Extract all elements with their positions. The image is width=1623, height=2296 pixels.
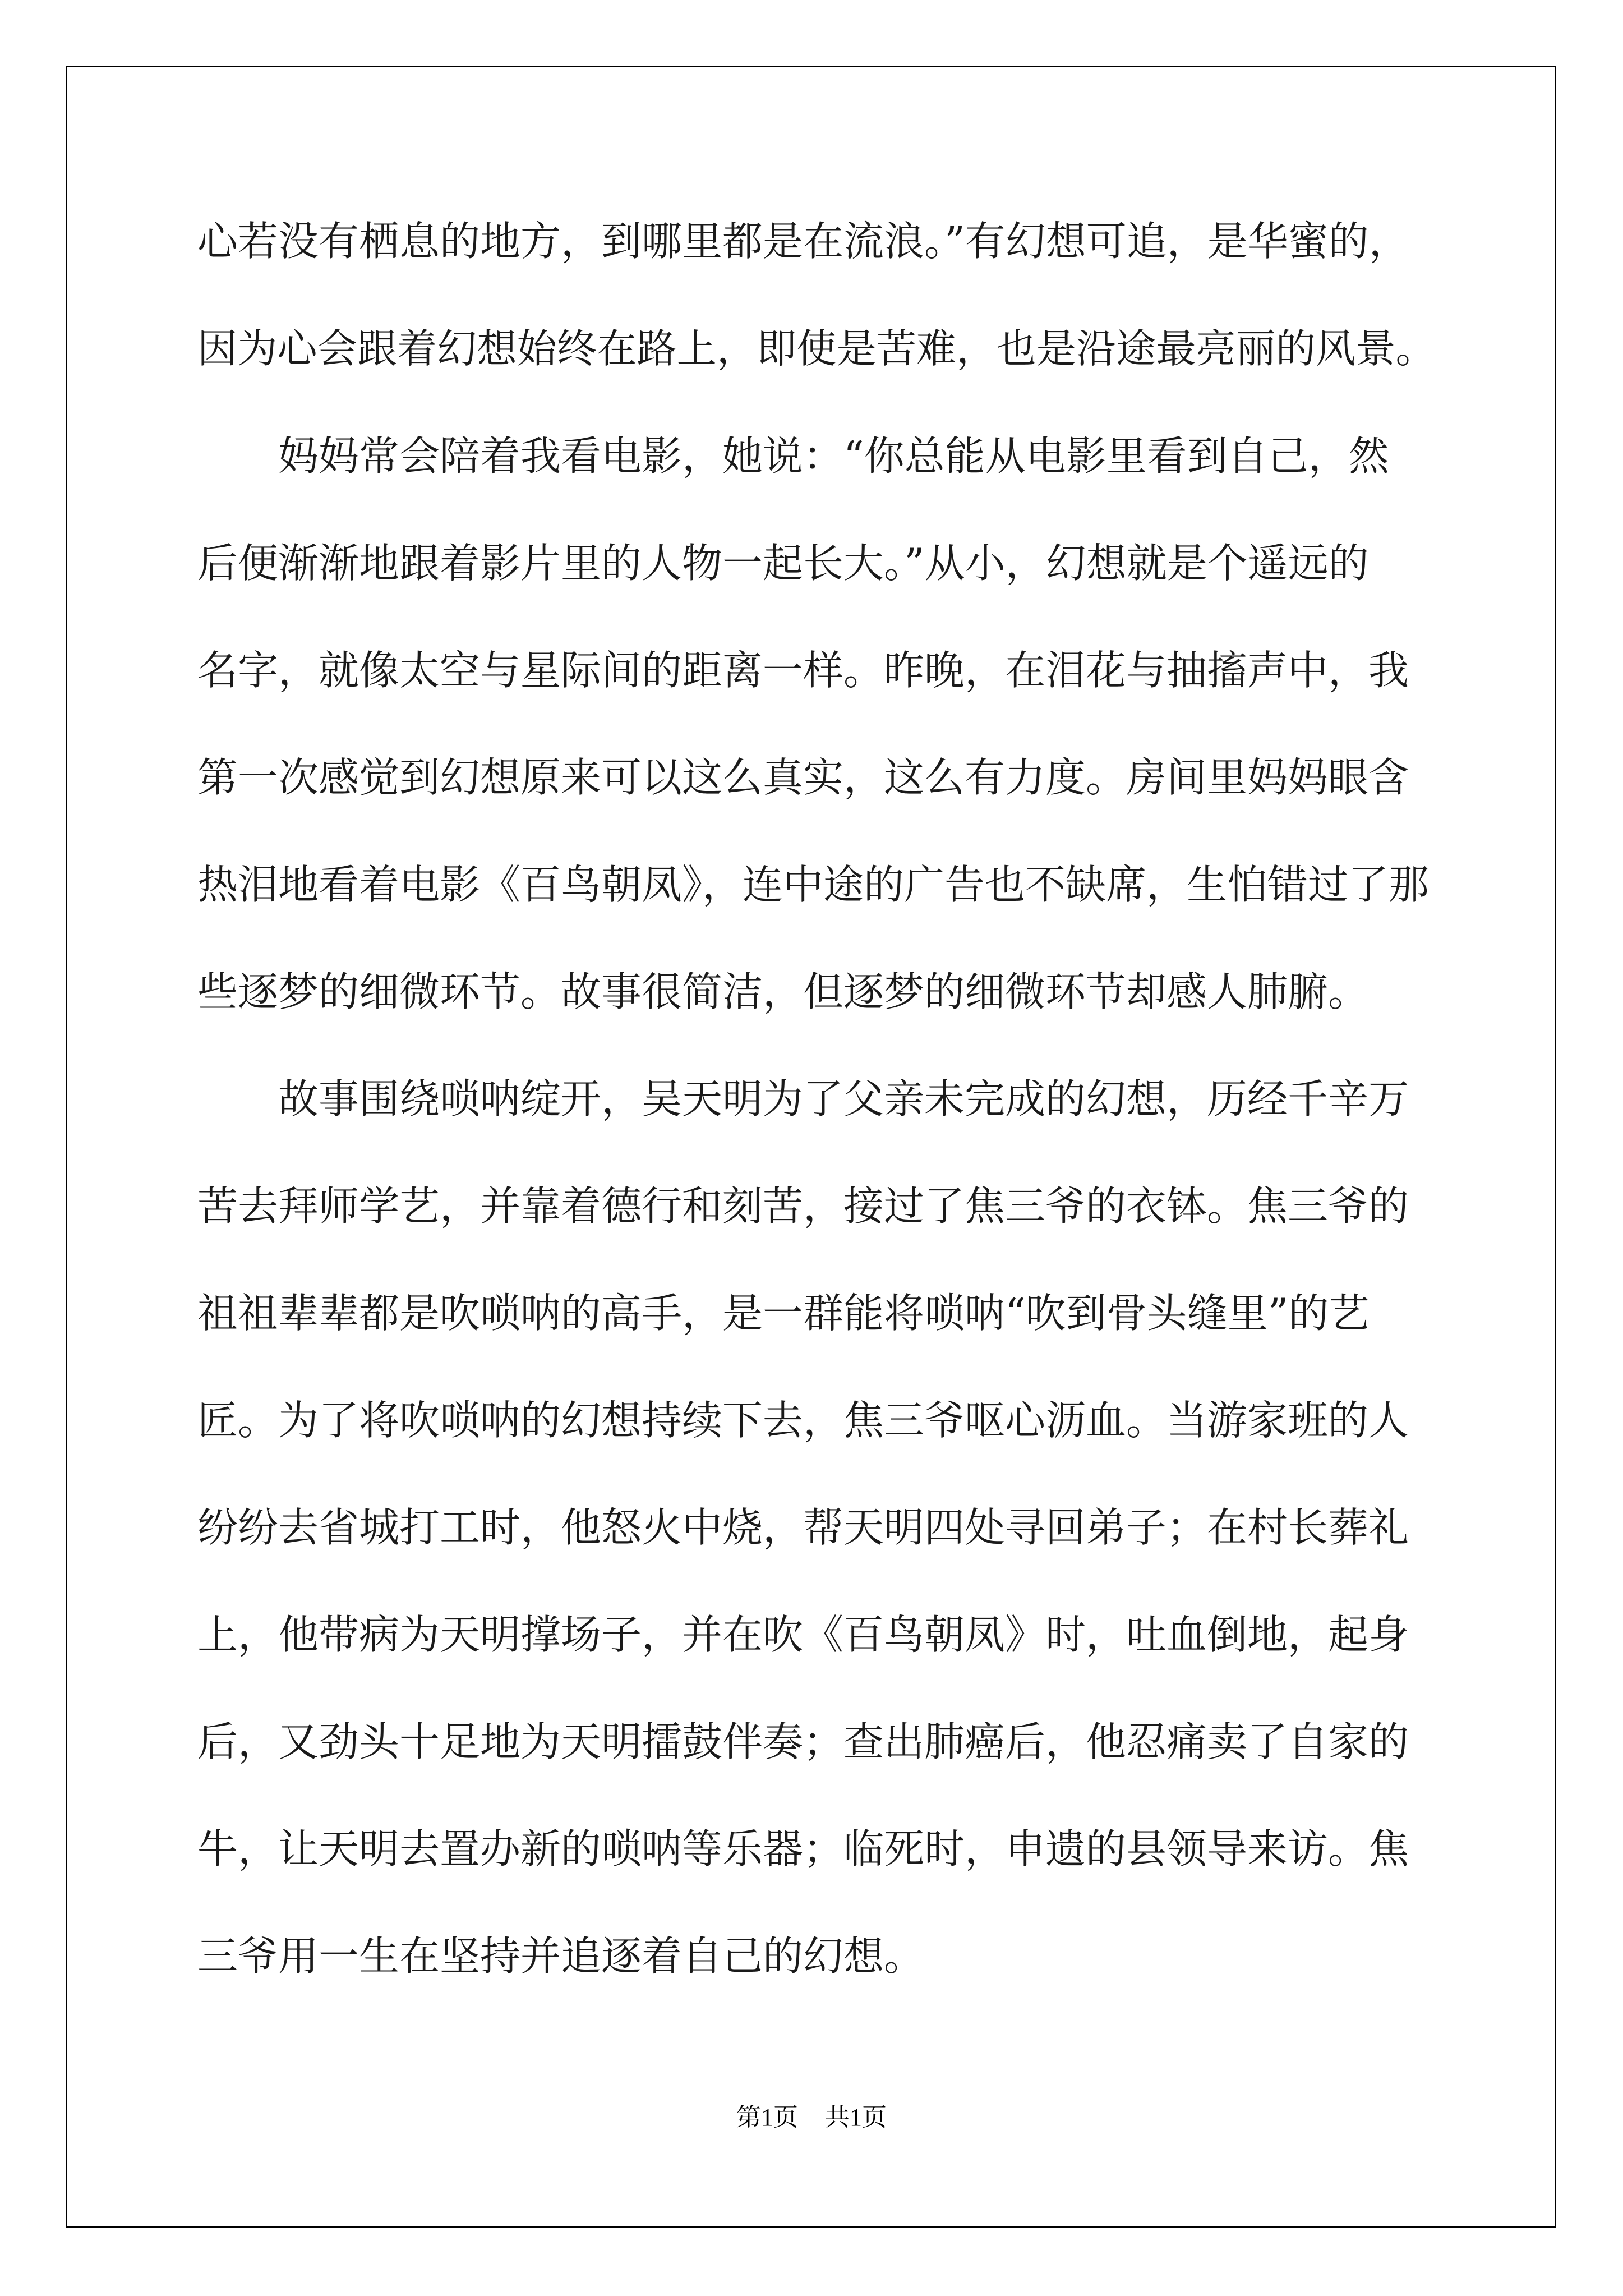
text-line: 故事围绕唢呐绽开，吴天明为了父亲未完成的幻想，历经千辛万 (197, 1075, 1409, 1122)
text-line: 纷纷去省城打工时，他怒火中烧，帮天明四处寻回弟子；在村长葬礼 (197, 1504, 1409, 1551)
page-number-current: 第1页 (736, 2104, 798, 2131)
text-line: 后便渐渐地跟着影片里的人物一起长大。”从小，幻想就是个遥远的 (197, 540, 1369, 587)
text-line: 些逐梦的细微环节。故事很简洁，但逐梦的细微环节却感人肺腑。 (197, 968, 1369, 1015)
text-line: 祖祖辈辈都是吹唢呐的高手，是一群能将唢呐“吹到骨头缝里”的艺 (197, 1290, 1370, 1337)
text-line: 匠。为了将吹唢呐的幻想持续下去，焦三爷呕心沥血。当游家班的人 (197, 1397, 1409, 1444)
text-line: 因为心会跟着幻想始终在路上，即使是苦难，也是沿途最亮丽的风景。 (197, 325, 1436, 372)
text-line: 上，他带病为天明撑场子，并在吹《百鸟朝凤》时，吐血倒地，起身 (197, 1611, 1409, 1658)
text-line: 热泪地看着电影《百鸟朝凤》，连中途的广告也不缺席，生怕错过了那 (197, 861, 1430, 908)
text-line: 后，又劲头十足地为天明擂鼓伴奏；查出肺癌后，他忍痛卖了自家的 (197, 1718, 1409, 1765)
text-line: 心若没有栖息的地方，到哪里都是在流浪。”有幻想可追，是华蜜的， (197, 218, 1409, 265)
text-line: 三爷用一生在坚持并追逐着自己的幻想。 (197, 1932, 925, 1980)
text-line: 第一次感觉到幻想原来可以这么真实，这么有力度。房间里妈妈眼含 (197, 754, 1409, 801)
text-line: 苦去拜师学艺，并靠着德行和刻苦，接过了焦三爷的衣钵。焦三爷的 (197, 1182, 1409, 1230)
page-footer (0, 2101, 1623, 2134)
page-frame (66, 66, 1556, 2228)
text-line: 名字，就像太空与星际间的距离一样。昨晚，在泪花与抽搐声中，我 (197, 647, 1409, 694)
page-number-total: 共1页 (825, 2104, 887, 2131)
text-line: 牛，让天明去置办新的唢呐等乐器；临死时，申遗的县领导来访。焦 (197, 1825, 1409, 1872)
text-line: 妈妈常会陪着我看电影，她说：“你总能从电影里看到自己，然 (197, 432, 1389, 480)
